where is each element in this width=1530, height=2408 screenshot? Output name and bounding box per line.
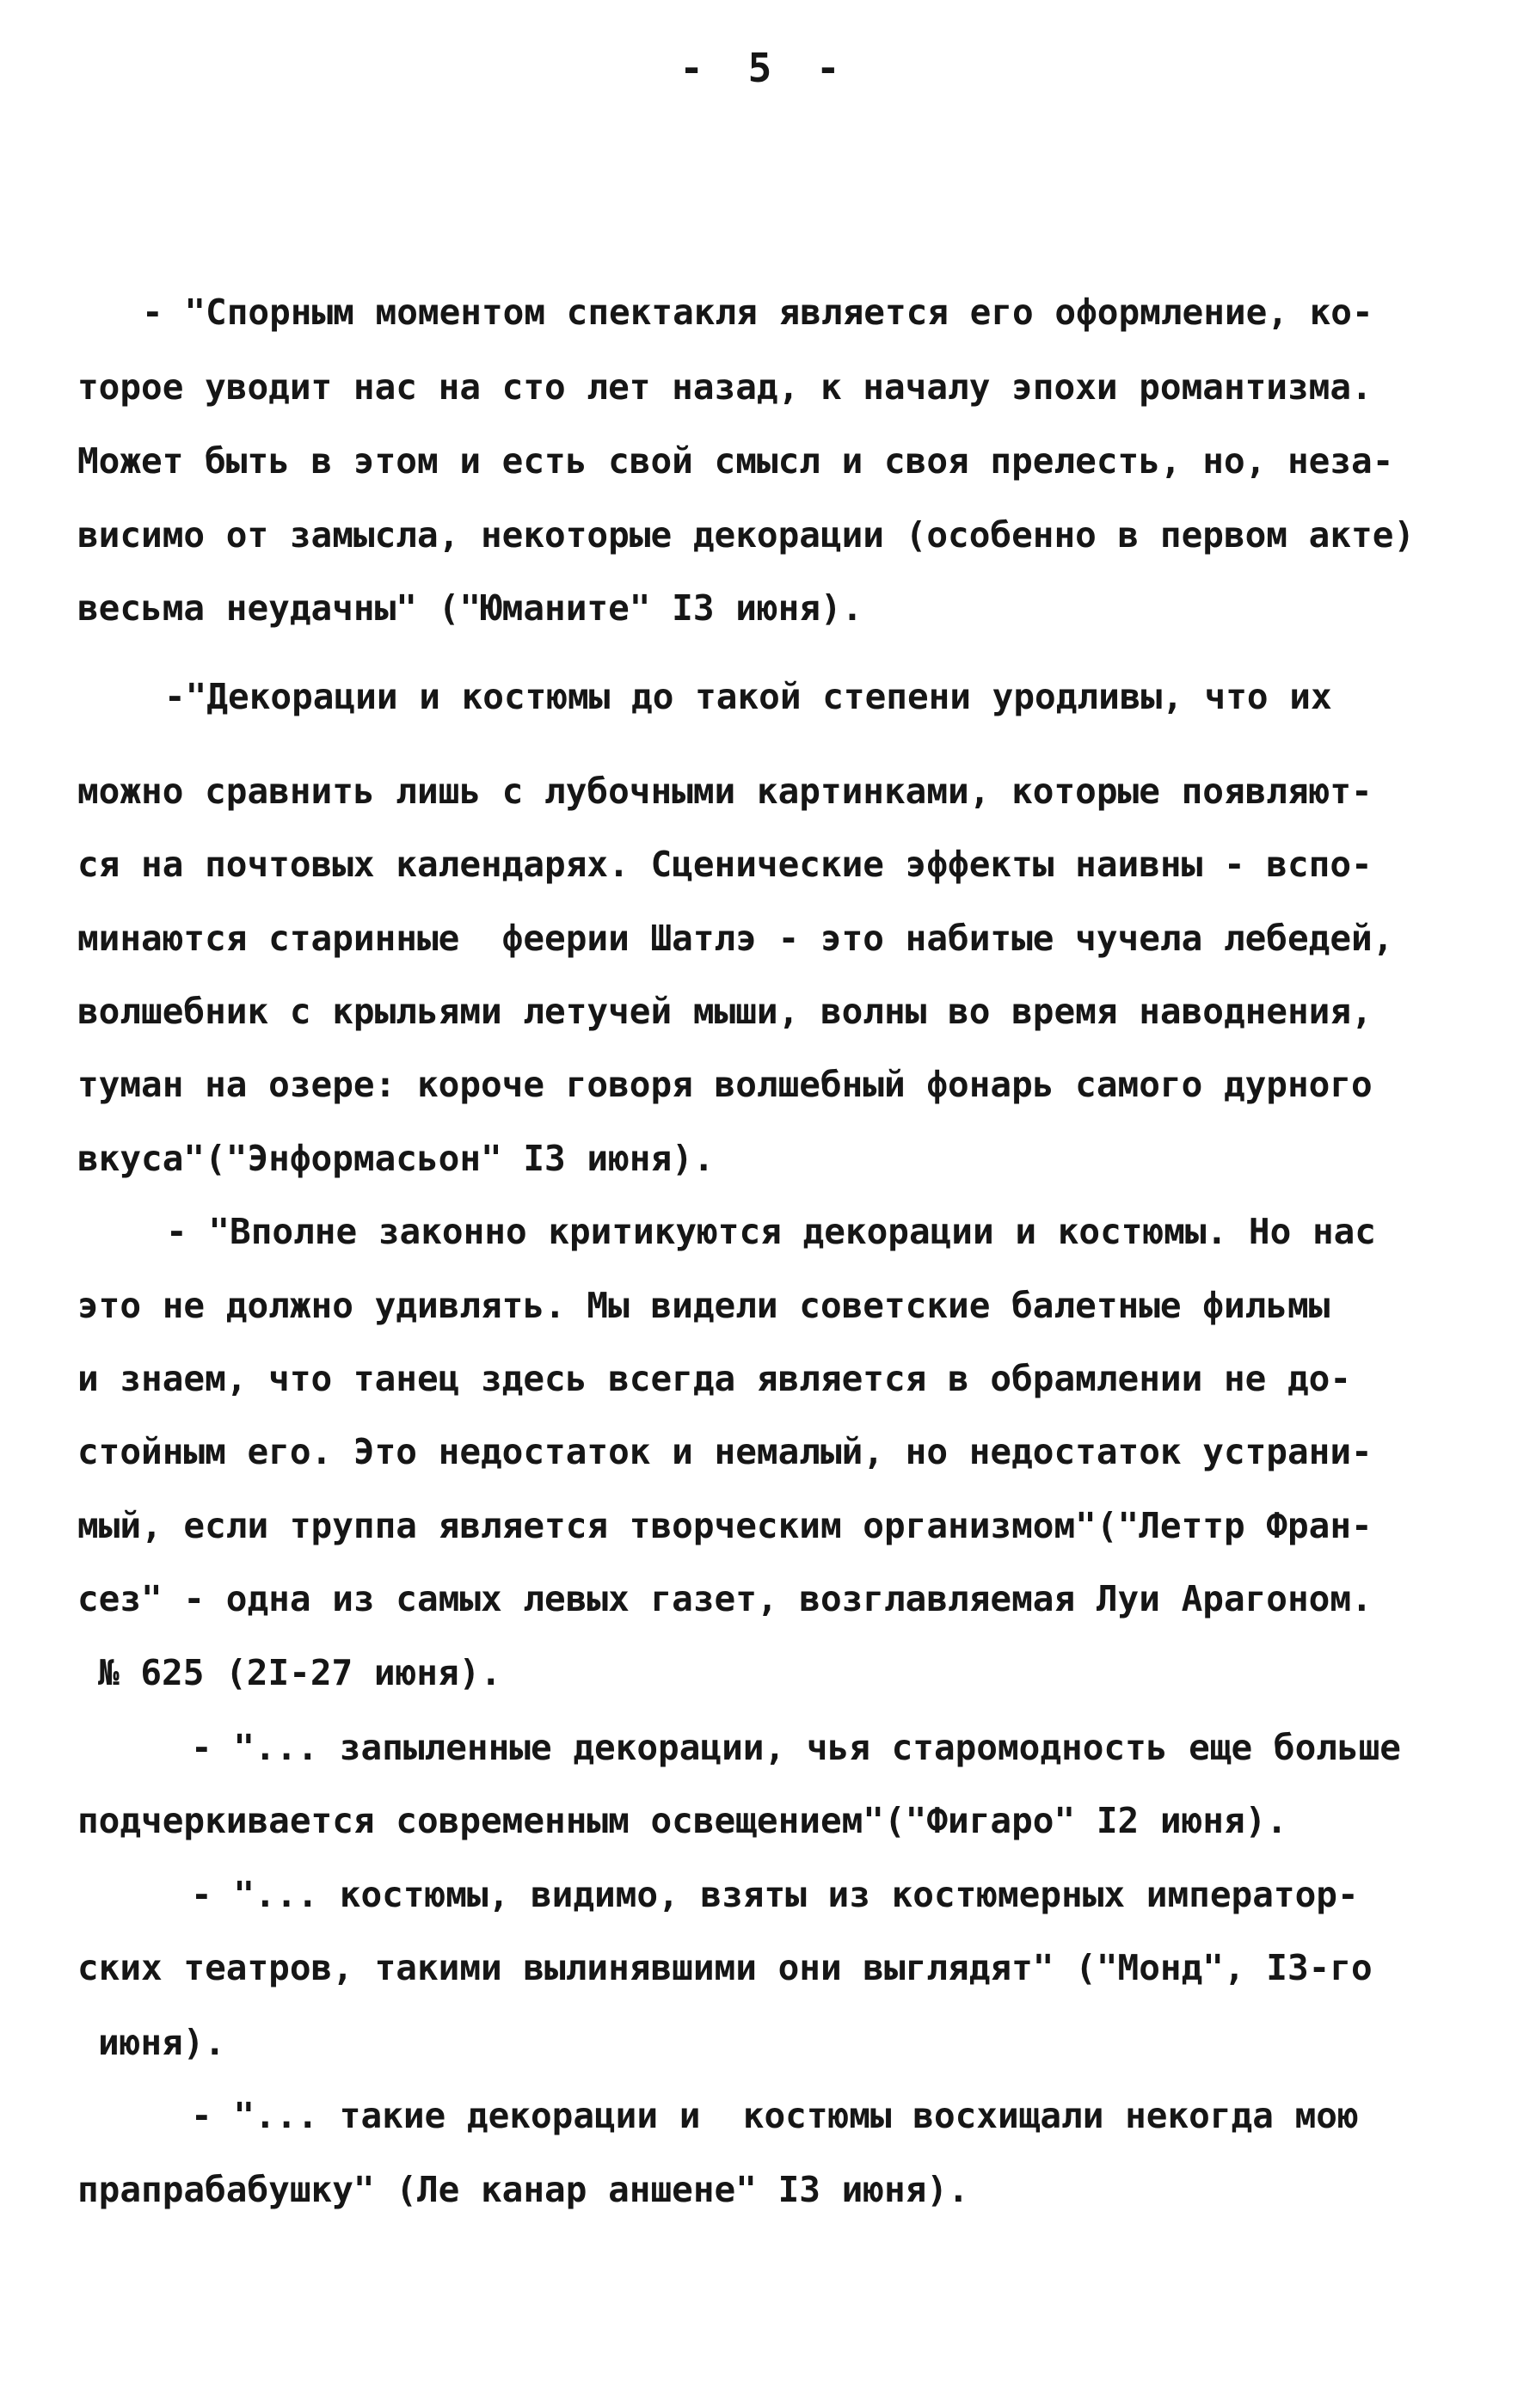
text-line: туман на озере: короче говоря волшебный фонарь самого дурного bbox=[77, 1064, 1373, 1105]
text-line: минаются старинные феерии Шатлэ - это набитые чучела лебедей, bbox=[77, 918, 1394, 959]
text-line: - "... костюмы, видимо, взяты из костюмерных император- bbox=[191, 1874, 1359, 1915]
text-line: весьма неудачны" ("Юманите" I3 июня). bbox=[77, 587, 863, 629]
text-line: прапрабабушку" (Ле канар аншене" I3 июня). bbox=[77, 2169, 969, 2210]
text-line: волшебник с крыльями летучей мыши, волны во время наводнения, bbox=[77, 991, 1373, 1032]
text-line: подчеркивается современным освещением"("Фигаро" I2 июня). bbox=[77, 1800, 1287, 1841]
text-line: мый, если труппа является творческим организмом"("Леттр Фран- bbox=[77, 1505, 1373, 1546]
text-line: -"Декорации и костюмы до такой степени уродливы, что их bbox=[164, 676, 1332, 717]
text-line: № 625 (2I-27 июня). bbox=[98, 1652, 501, 1693]
text-line: это не должно удивлять. Мы видели советские балетные фильмы bbox=[77, 1285, 1330, 1326]
text-line: - "... запыленные декорации, чья старомодность еще больше bbox=[191, 1727, 1401, 1768]
text-line: - "... такие декорации и костюмы восхищали некогда мою bbox=[191, 2095, 1359, 2136]
text-line: вкуса"("Энформасьон" I3 июня). bbox=[77, 1138, 715, 1179]
text-line: стойным его. Это недостаток и немалый, но недостаток устрани- bbox=[77, 1431, 1373, 1472]
text-line: - "Спорным моментом спектакля является его оформление, ко- bbox=[142, 292, 1373, 333]
text-line: Может быть в этом и есть свой смысл и своя прелесть, но, неза- bbox=[77, 440, 1394, 482]
text-line: ся на почтовых календарях. Сценические эффекты наивны - вспо- bbox=[77, 844, 1373, 885]
text-line: ских театров, такими вылинявшими они выглядят" ("Монд", I3-го bbox=[77, 1947, 1373, 1988]
page-number: - 5 - bbox=[679, 45, 851, 91]
text-line: - "Вполне законно критикуются декорации и костюмы. Но нас bbox=[166, 1211, 1376, 1252]
text-line: торое уводит нас на сто лет назад, к началу эпохи романтизма. bbox=[77, 366, 1373, 408]
text-line: сез" - одна из самых левых газет, возглавляемая Луи Арагоном. bbox=[77, 1578, 1373, 1619]
text-line: можно сравнить лишь с лубочными картинками, которые появляют- bbox=[77, 771, 1373, 812]
text-line: и знаем, что танец здесь всегда является в обрамлении не до- bbox=[77, 1358, 1352, 1399]
text-line: июня). bbox=[98, 2022, 226, 2063]
text-line: висимо от замысла, некоторые декорации (особенно в первом акте) bbox=[77, 514, 1416, 556]
